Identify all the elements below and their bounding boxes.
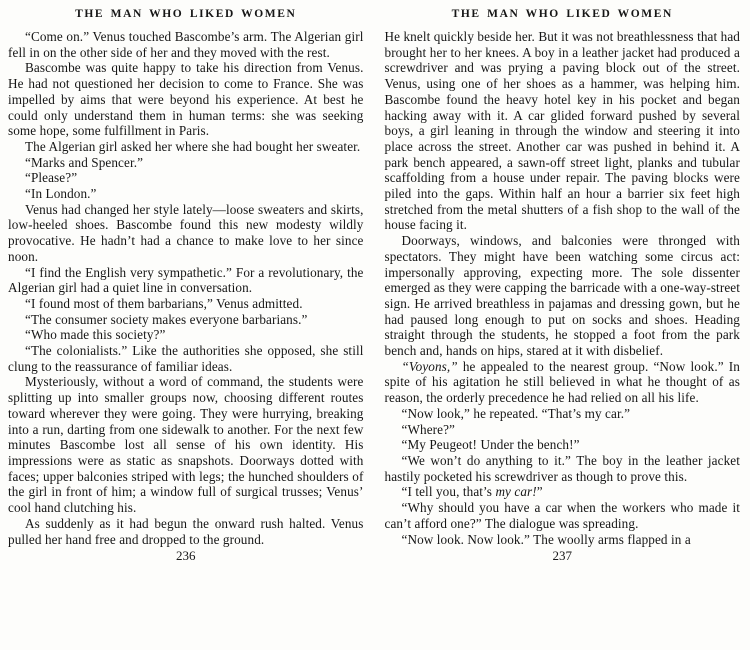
paragraph: The Algerian girl asked her where she had bought her sweater. [25, 138, 361, 154]
paragraph: “Now look,” he repeated. “That’s my car.” [401, 405, 631, 421]
page-left [8, 5, 364, 650]
paragraph: “My Peugeot! Under the bench!” [401, 437, 580, 453]
page-number-left: 236 [176, 548, 196, 564]
page-number-right: 237 [552, 548, 572, 564]
paragraph: “Who made this society?” [25, 327, 166, 343]
paragraph: “In London.” [25, 186, 97, 202]
paragraph: “The colonialists.” Like the authorities she opposed, she still clung to the reassurance of familiar ideas. [8, 343, 364, 374]
paragraph: Bascombe was quite happy to take his direction from Venus. He had not questioned her decision to come to France. She was impelled by aims that were beyond his experience. At best he could only understand them in human terms: she was seeking some hope, some fulfillment in Paris. [8, 60, 364, 139]
paragraph: “Come on.” Venus touched Bascombe’s arm. The Algerian girl fell in on the other side of her and they moved with the rest. [8, 29, 364, 60]
paragraph: Mysteriously, without a word of command, the students were splitting up into smaller groups now, choosing different routes toward wherever they were going. They were hurrying, breaking into a run, darting from one sidewalk to another. For the next few minutes Bascombe lost all sense of his own identity. His impressions were as static as snapshots. Doorways dotted with faces; upper balconies striped with legs; the hunched shoulders of the girl in front of him; a window full of surgical trusses; Venus’ cool hand clutching his. [8, 374, 364, 516]
paragraph: “The consumer society makes everyone barbarians.” [25, 311, 308, 327]
page-text-left [8, 29, 364, 547]
running-header-right: THE MAN WHO LIKED WOMEN [451, 8, 673, 20]
paragraph: “Now look. Now look.” The woolly arms flapped in a [401, 531, 691, 547]
paragraph: “Voyons,” he appealed to the nearest group. “Now look.” In spite of his agitation he still believed in what he thought of as reason, the orderly precedence he had relied on all his life. [384, 358, 740, 406]
paragraph: He knelt quickly beside her. But it was not breathlessness that had brought her to her knees. A boy in a leather jacket had produced a screwdriver and was prying a paving block out of the street. Venus, using one of her shoes as a hammer, was helping him. Bascombe found the heavy hotel key in his pocket and began hacking away with it. A car glided forward pushed by several boys, a girl leaning in through the window and steering it into place across the street. Another car was pushed in behind it. A park bench appeared, a sawn-off street light, planks and tubular scaffolding from a house under repair. The paving blocks were piled into the gaps. Within half an hour a barrier six feet high stretched from the metal shutters of a fish shop to the wall of the house facing it. [384, 29, 740, 233]
paragraph: Doorways, windows, and balconies were thronged with spectators. They might have been watching some circus act: impersonally approving, expecting more. The sole dissenter emerged as they were capping the barricade with a one-way-street sign. He arrived breathless in pajamas and dressing gown, but he had paused long enough to put on socks and shoes. Heading straight through the students, he stopped a foot from the park bench and, hands on hips, stared at it with disbelief. [384, 233, 740, 359]
page-right [385, 5, 741, 650]
paragraph: “I find the English very sympathetic.” For a revolutionary, the Algerian girl had a quiet line in conversation. [8, 264, 364, 296]
paragraph: “Marks and Spencer.” [25, 154, 144, 170]
paragraph: Venus had changed her style lately—loose sweaters and skirts, low-heeled shoes. Bascombe found this new modesty wildly provocative. He hadn’t had a chance to make love to her since noon. [8, 201, 364, 264]
running-header-left: THE MAN WHO LIKED WOMEN [75, 8, 297, 20]
paragraph: “Where?” [401, 421, 455, 437]
paragraph: As suddenly as it had begun the onward rush halted. Venus pulled her hand free and dropped to the ground. [8, 515, 364, 547]
paragraph: “I found most of them barbarians,” Venus admitted. [25, 295, 303, 311]
paragraph: “Why should you have a car when the workers who made it can’t afford one?” The dialogue was spreading. [384, 500, 740, 531]
paragraph: “Please?” [25, 170, 78, 186]
page-text-right [385, 29, 741, 547]
paragraph: “I tell you, that’s my car!” [401, 484, 543, 500]
paragraph: “We won’t do anything to it.” The boy in the leather jacket hastily pocketed his screwdriver as though to prove this. [384, 452, 740, 484]
